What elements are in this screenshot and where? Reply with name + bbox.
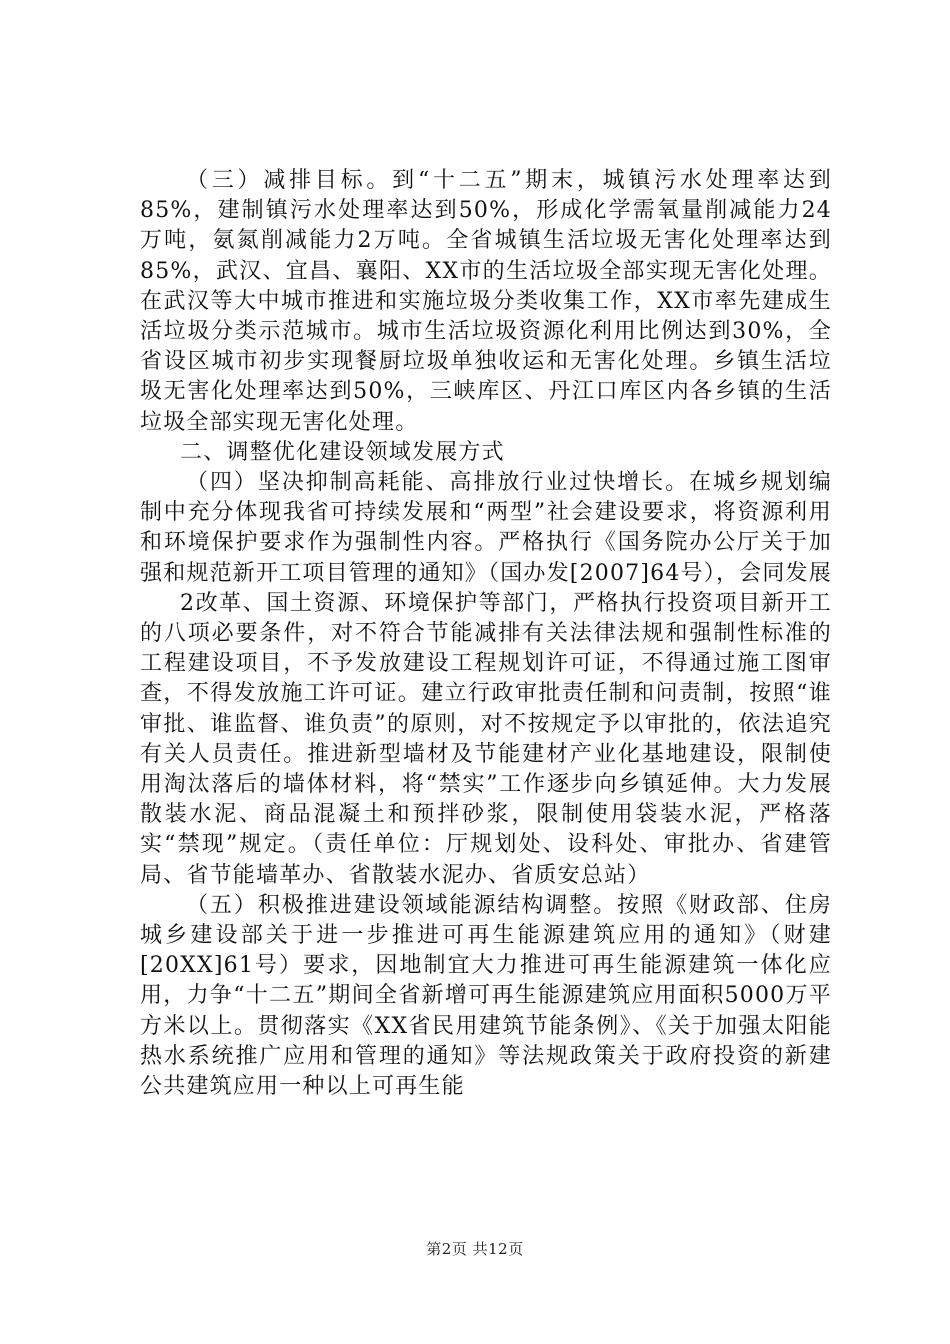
page-footer: 第2页 共12页	[426, 1240, 524, 1258]
paragraph-energy-structure: （五）积极推进建设领域能源结构调整。按照《财政部、住房城乡建设部关于进一步推进可再生能源建筑应用的通知》（财建[20XX]61号）要求，因地制宜大力推进可再生能源建筑一体化应用，力争“十二五”期间全省新增可再生能源建筑应用面积5000万平方米以上。贯彻落实《XX省民用建筑节能条例》、《关于加强太阳能热水系统推广应用和管理的通知》等法规政策关于政府投资的新建公共建筑应用一种以上可再生能	[140, 892, 832, 1100]
paragraph-reduction-targets: （三）减排目标。到“十二五”期末，城镇污水处理率达到85%，建制镇污水处理率达到50%，形成化学需氧量削减能力24万吨，氨氮削减能力2万吨。全省城镇生活垃圾无害化处理率达到85%，武汉、宜昌、襄阳、XX市的生活垃圾全部实现无害化处理。在武汉等大中城市推进和实施垃圾分类收集工作，XX市率先建成生活垃圾分类示范城市。城市生活垃圾资源化利用比例达到30%，全省设区城市初步实现餐厨垃圾单独收运和无害化处理。乡镇生活垃圾无害化处理率达到50%，三峡库区、丹江口库区内各乡镇的生活垃圾全部实现无害化处理。	[140, 168, 832, 435]
document-body	[140, 166, 832, 1102]
paragraph-approval-responsibility: 2改革、国土资源、环境保护等部门，严格执行投资项目新开工的八项必要条件，对不符合节能减排有关法律法规和强制性标准的工程建设项目，不予发放建设工程规划许可证，不得通过施工图审查，不得发放施工许可证。建立行政审批责任制和问责制，按照“谁审批、谁监督、谁负责”的原则，对不按规定予以审批的，依法追究有关人员责任。推进新型墙材及节能建材产业化基地建设，限制使用淘汰落后的墙体材料，将“禁实”工作逐步向乡镇延伸。大力发展散装水泥、商品混凝土和预拌砂浆，限制使用袋装水泥，严格落实“禁现”规定。（责任单位：厅规划处、设科处、审批办、省建管局、省节能墙革办、省散装水泥办、省质安总站）	[140, 590, 832, 888]
section-heading-2: 二、调整优化建设领域发展方式	[180, 439, 505, 465]
paragraph-curb-high-energy: （四）坚决抑制高耗能、高排放行业过快增长。在城乡规划编制中充分体现我省可持续发展和“两型”社会建设要求，将资源利用和环境保护要求作为强制性内容。严格执行《国务院办公厅关于加强和规范新开工项目管理的通知》（国办发[2007]64号），会同发展	[140, 470, 832, 586]
